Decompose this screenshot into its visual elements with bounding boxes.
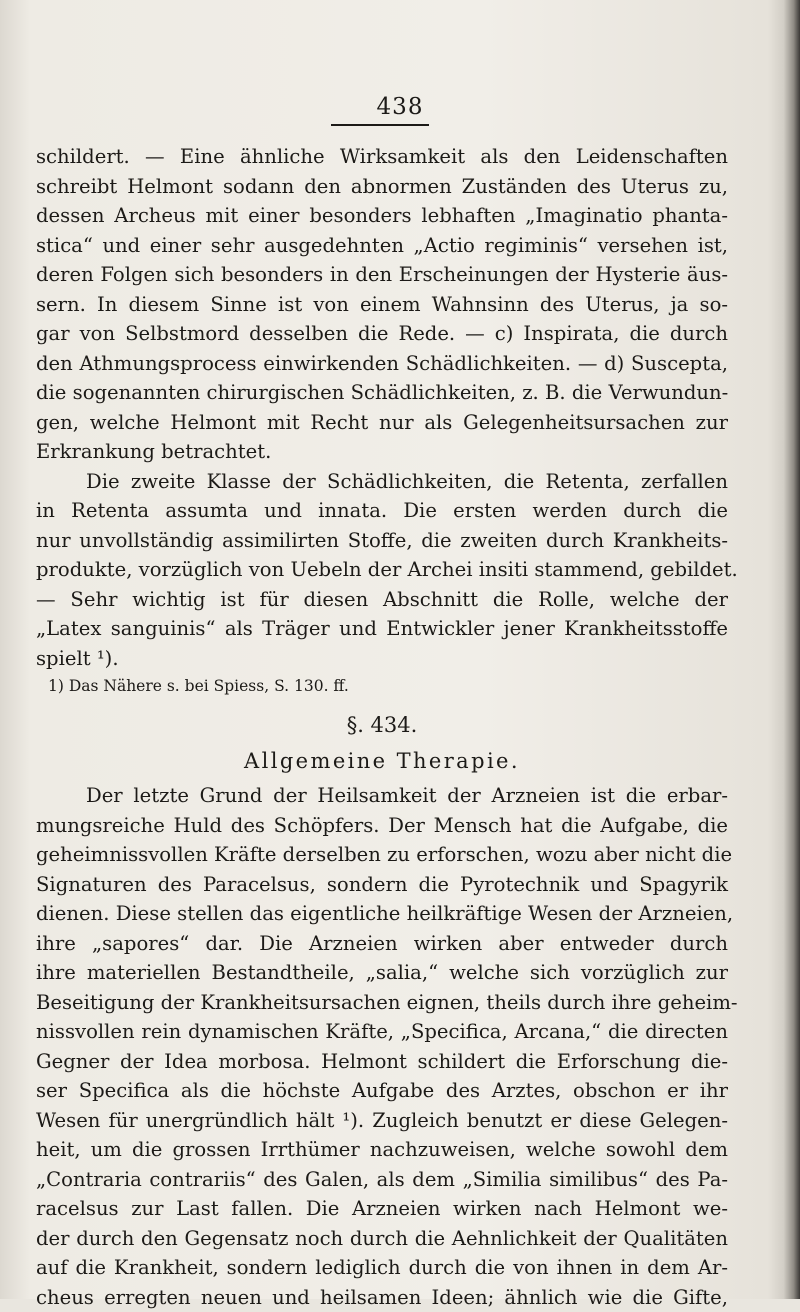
- text-line: Der letzte Grund der Heilsamkeit der Arzneien ist die erbar-: [36, 781, 728, 811]
- text-line: sern. In diesem Sinne ist von einem Wahnsinn des Uterus, ja so-: [36, 290, 728, 320]
- text-line: den Athmungsprocess einwirkenden Schädlichkeiten. — d) Suscepta,: [36, 349, 728, 379]
- text-line: gen, welche Helmont mit Recht nur als Gelegenheitsursachen zur: [36, 408, 728, 438]
- text-line: die sogenannten chirurgischen Schädlichkeiten, z. B. die Verwundun-: [36, 378, 728, 408]
- text-line: dienen. Diese stellen das eigentliche heilkräftige Wesen der Arzneien,: [36, 899, 728, 929]
- text-line: spielt ¹).: [36, 644, 728, 674]
- text-line: produkte, vorzüglich von Uebeln der Archei insiti stammend, gebildet.: [36, 555, 728, 585]
- text-line: ihre „sapores“ dar. Die Arzneien wirken aber entweder durch: [36, 929, 728, 959]
- text-line: deren Folgen sich besonders in den Erscheinungen der Hysterie äus-: [36, 260, 728, 290]
- text-line: cheus erregten neuen und heilsamen Ideen; ähnlich wie die Gifte,: [36, 1283, 728, 1312]
- paragraph-2: [36, 467, 728, 674]
- text-line: der durch den Gegensatz noch durch die Aehnlichkeit der Qualitäten: [36, 1224, 728, 1254]
- text-line: „Latex sanguinis“ als Träger und Entwickler jener Krankheitsstoffe: [36, 614, 728, 644]
- text-line: Wesen für unergründlich hält ¹). Zugleich benutzt er diese Gelegen-: [36, 1106, 728, 1136]
- page-number-rule: [331, 124, 429, 126]
- text-line: heit, um die grossen Irrthümer nachzuweisen, welche sowohl dem: [36, 1135, 728, 1165]
- footnote: 1) Das Nähere s. bei Spiess, S. 130. ff.: [36, 673, 728, 707]
- text-line: Beseitigung der Krankheitsursachen eignen, theils durch ihre geheim-: [36, 988, 728, 1018]
- text-line: ser Specifica als die höchste Aufgabe des Arztes, obschon er ihr: [36, 1076, 728, 1106]
- text-line: stica“ und einer sehr ausgedehnten „Actio regiminis“ versehen ist,: [36, 231, 728, 261]
- text-line: dessen Archeus mit einer besonders lebhaften „Imaginatio phanta-: [36, 201, 728, 231]
- text-line: Die zweite Klasse der Schädlichkeiten, die Retenta, zerfallen: [36, 467, 728, 497]
- text-line: Erkrankung betrachtet.: [36, 437, 728, 467]
- text-line: „Contraria contrariis“ des Galen, als dem „Similia similibus“ des Pa-: [36, 1165, 728, 1195]
- paragraph-3: [36, 781, 728, 1312]
- text-line: schreibt Helmont sodann den abnormen Zuständen des Uterus zu,: [36, 172, 728, 202]
- text-line: Gegner der Idea morbosa. Helmont schildert die Erforschung die-: [36, 1047, 728, 1077]
- text-column: [36, 142, 728, 1312]
- text-line: Signaturen des Paracelsus, sondern die Pyrotechnik und Spagyrik: [36, 870, 728, 900]
- text-line: nur unvollständig assimilirten Stoffe, die zweiten durch Krankheits-: [36, 526, 728, 556]
- section-title: Allgemeine Therapie.: [36, 743, 728, 781]
- section-number: §. 434.: [36, 707, 728, 743]
- text-line: gar von Selbstmord desselben die Rede. — c) Inspirata, die durch: [36, 319, 728, 349]
- page-number: 438: [0, 94, 800, 120]
- text-line: auf die Krankheit, sondern lediglich durch die von ihnen in dem Ar-: [36, 1253, 728, 1283]
- text-line: mungsreiche Huld des Schöpfers. Der Mensch hat die Aufgabe, die: [36, 811, 728, 841]
- text-line: nissvollen rein dynamischen Kräfte, „Specifica, Arcana,“ die directen: [36, 1017, 728, 1047]
- text-line: — Sehr wichtig ist für diesen Abschnitt die Rolle, welche der: [36, 585, 728, 615]
- text-line: in Retenta assumta und innata. Die ersten werden durch die: [36, 496, 728, 526]
- paragraph-1: [36, 142, 728, 467]
- text-line: racelsus zur Last fallen. Die Arzneien wirken nach Helmont we-: [36, 1194, 728, 1224]
- text-line: schildert. — Eine ähnliche Wirksamkeit als den Leidenschaften: [36, 142, 728, 172]
- page-edge-shadow: [784, 0, 800, 1299]
- text-line: ihre materiellen Bestandtheile, „salia,“ welche sich vorzüglich zur: [36, 958, 728, 988]
- text-line: geheimnissvollen Kräfte derselben zu erforschen, wozu aber nicht die: [36, 840, 728, 870]
